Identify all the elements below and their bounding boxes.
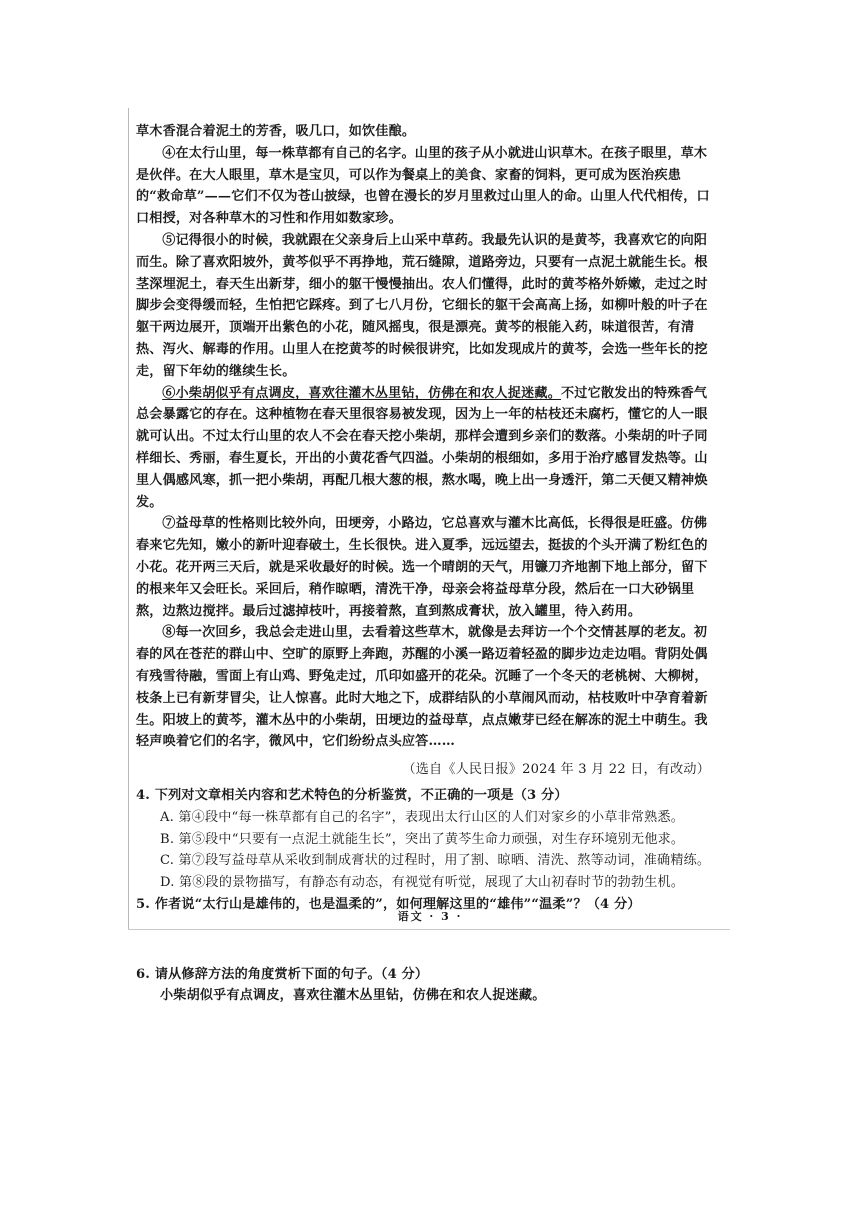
left-margin-rule <box>128 108 129 930</box>
question-4-stem: 4. 下列对文章相关内容和艺术特色的分析鉴赏，不正确的一项是（3 分） <box>136 787 568 803</box>
page-footer: 语文 · 3 · <box>397 910 463 923</box>
question-4-option-c: C. 第⑦段写益母草从采收到制成膏状的过程时，用了割、晾晒、清洗、熬等动词，准确精练。 <box>160 853 711 869</box>
question-4-option-d: D. 第⑧段的景物描写，有静态有动态，有视觉有听觉，展现了大山初春时节的勃勃生机。 <box>160 875 685 891</box>
question-6-sentence: 小柴胡似乎有点调皮，喜欢往灌木丛里钻，仿佛在和农人捉迷藏。 <box>160 988 546 1004</box>
paragraph-6-rest: 不过它散发出的特殊香气总会暴露它的存在。这种植物在春天里很容易被发现，因为上一年的枯枝还未腐朽，懂它的人一眼就可认出。不过太行山里的农人不会在春天挖小柴胡，那样会遭到乡亲们的数落。小柴胡的叶子同样细长、秀丽，春生夏长，开出的小黄花香气四溢。小柴胡的根细如，多用于治疗感冒发热等。山里人偶感风寒，抓一把小柴胡，再配几根大葱的根，熬水喝，晚上出一身透汗，第二天便又精神焕发。 <box>136 385 708 510</box>
question-5-stem: 5. 作者说“太行山是雄伟的，也是温柔的”，如何理解这里的“雄伟”“温柔”？（4 分） <box>136 896 641 912</box>
page-content <box>136 121 714 1007</box>
passage-paragraph-7: ⑦益母草的性格则比较外向，田埂旁，小路边，它总喜欢与灌木比高低，长得很是旺盛。仿佛春来它先知，嫩小的新叶迎春破土，生长很快。进入夏季，远远望去，挺拔的个头开满了粉红色的小花。花开两三天后，就是采收最好的时候。选一个晴朗的天气，用镰刀齐地割下地上部分，留下的根来年又会旺长。采回后，稍作晾晒，清洗干净，母亲会将益母草分段，然后在一口大砂锅里熬，边熬边搅拌。最后过滤掉枝叶，再接着熬，直到熬成膏状，放入罐里，待入药用。 <box>136 516 708 619</box>
passage-paragraph-4: ④在太行山里，每一株草都有自己的名字。山里的孩子从小就进山识草木。在孩子眼里，草木是伙伴。在大人眼里，草木是宝贝，可以作为餐桌上的美食、家畜的饲料，更可成为医治疾患的“救命草”——它们不仅为苍山披绿，也曾在漫长的岁月里救过山里人的命。山里人代代相传，口口相授，对各种草木的习性和作用如数家珍。 <box>136 145 710 227</box>
passage-paragraph-5: ⑤记得很小的时候，我就跟在父亲身后上山采中草药。我最先认识的是黄芩，我喜欢它的向阳而生。除了喜欢阳坡外，黄芩似乎不再挣地，荒石缝隙，道路旁边，只要有一点泥土就能生长。根茎深埋泥土，春天生出新芽，细小的躯干慢慢抽出。农人们懂得，此时的黄芩格外娇嫩，走过之时脚步会变得缓而轻，生怕把它踩疼。到了七八月份，它细长的躯干会高高上扬，如柳叶般的叶子在躯干两边展开，顶端开出紫色的小花，随风摇曳，很是漂亮。黄芩的根能入药，味道很苦，有清热、泻火、解毒的作用。山里人在挖黄芩的时候很讲究，比如发现成片的黄芩，会选一些年长的挖走，留下年幼的继续生长。 <box>136 232 708 379</box>
passage-paragraph-0: 草木香混合着泥土的芳香，吸几口，如饮佳酿。 <box>136 124 416 139</box>
question-4-option-b: B. 第⑤段中“只要有一点泥土就能生长”，突出了黄芩生命力顽强，对生存环境别无他求。 <box>160 831 685 847</box>
question-6-stem: 6. 请从修辞方法的角度赏析下面的句子。（4 分） <box>136 966 429 982</box>
underlined-sentence: ⑥小柴胡似乎有点调皮，喜欢往灌木丛里钻，仿佛在和农人捉迷藏。 <box>162 385 561 401</box>
passage-paragraph-6 <box>136 383 714 514</box>
passage-source: （选自《人民日报》2024 年 3 月 22 日，有改动） <box>402 762 710 778</box>
question-4-option-a: A. 第④段中“每一株草都有自己的名字”，表现出太行山区的人们对家乡的小草非常熟悉。 <box>160 809 685 825</box>
passage-paragraph-8: ⑧每一次回乡，我总会走进山里，去看着这些草木，就像是去拜访一个个交情甚厚的老友。初春的风在苍茫的群山中、空旷的原野上奔跑，苏醒的小溪一路迈着轻盈的脚步边走边唱。背阴处偶有残雪待融，雪面上有山鸡、野兔走过，爪印如盛开的花朵。沉睡了一个冬天的老桃树、大柳树，枝条上已有新芽冒尖，让人惊喜。此时大地之下，成群结队的小草闹风而动，枯枝败叶中孕育着新生。阳坡上的黄芩，灌木丛中的小柴胡，田埂边的益母草，点点嫩芽已经在解冻的泥土中萌生。我轻声唤着它们的名字，微风中，它们纷纷点头应答…… <box>136 625 708 750</box>
